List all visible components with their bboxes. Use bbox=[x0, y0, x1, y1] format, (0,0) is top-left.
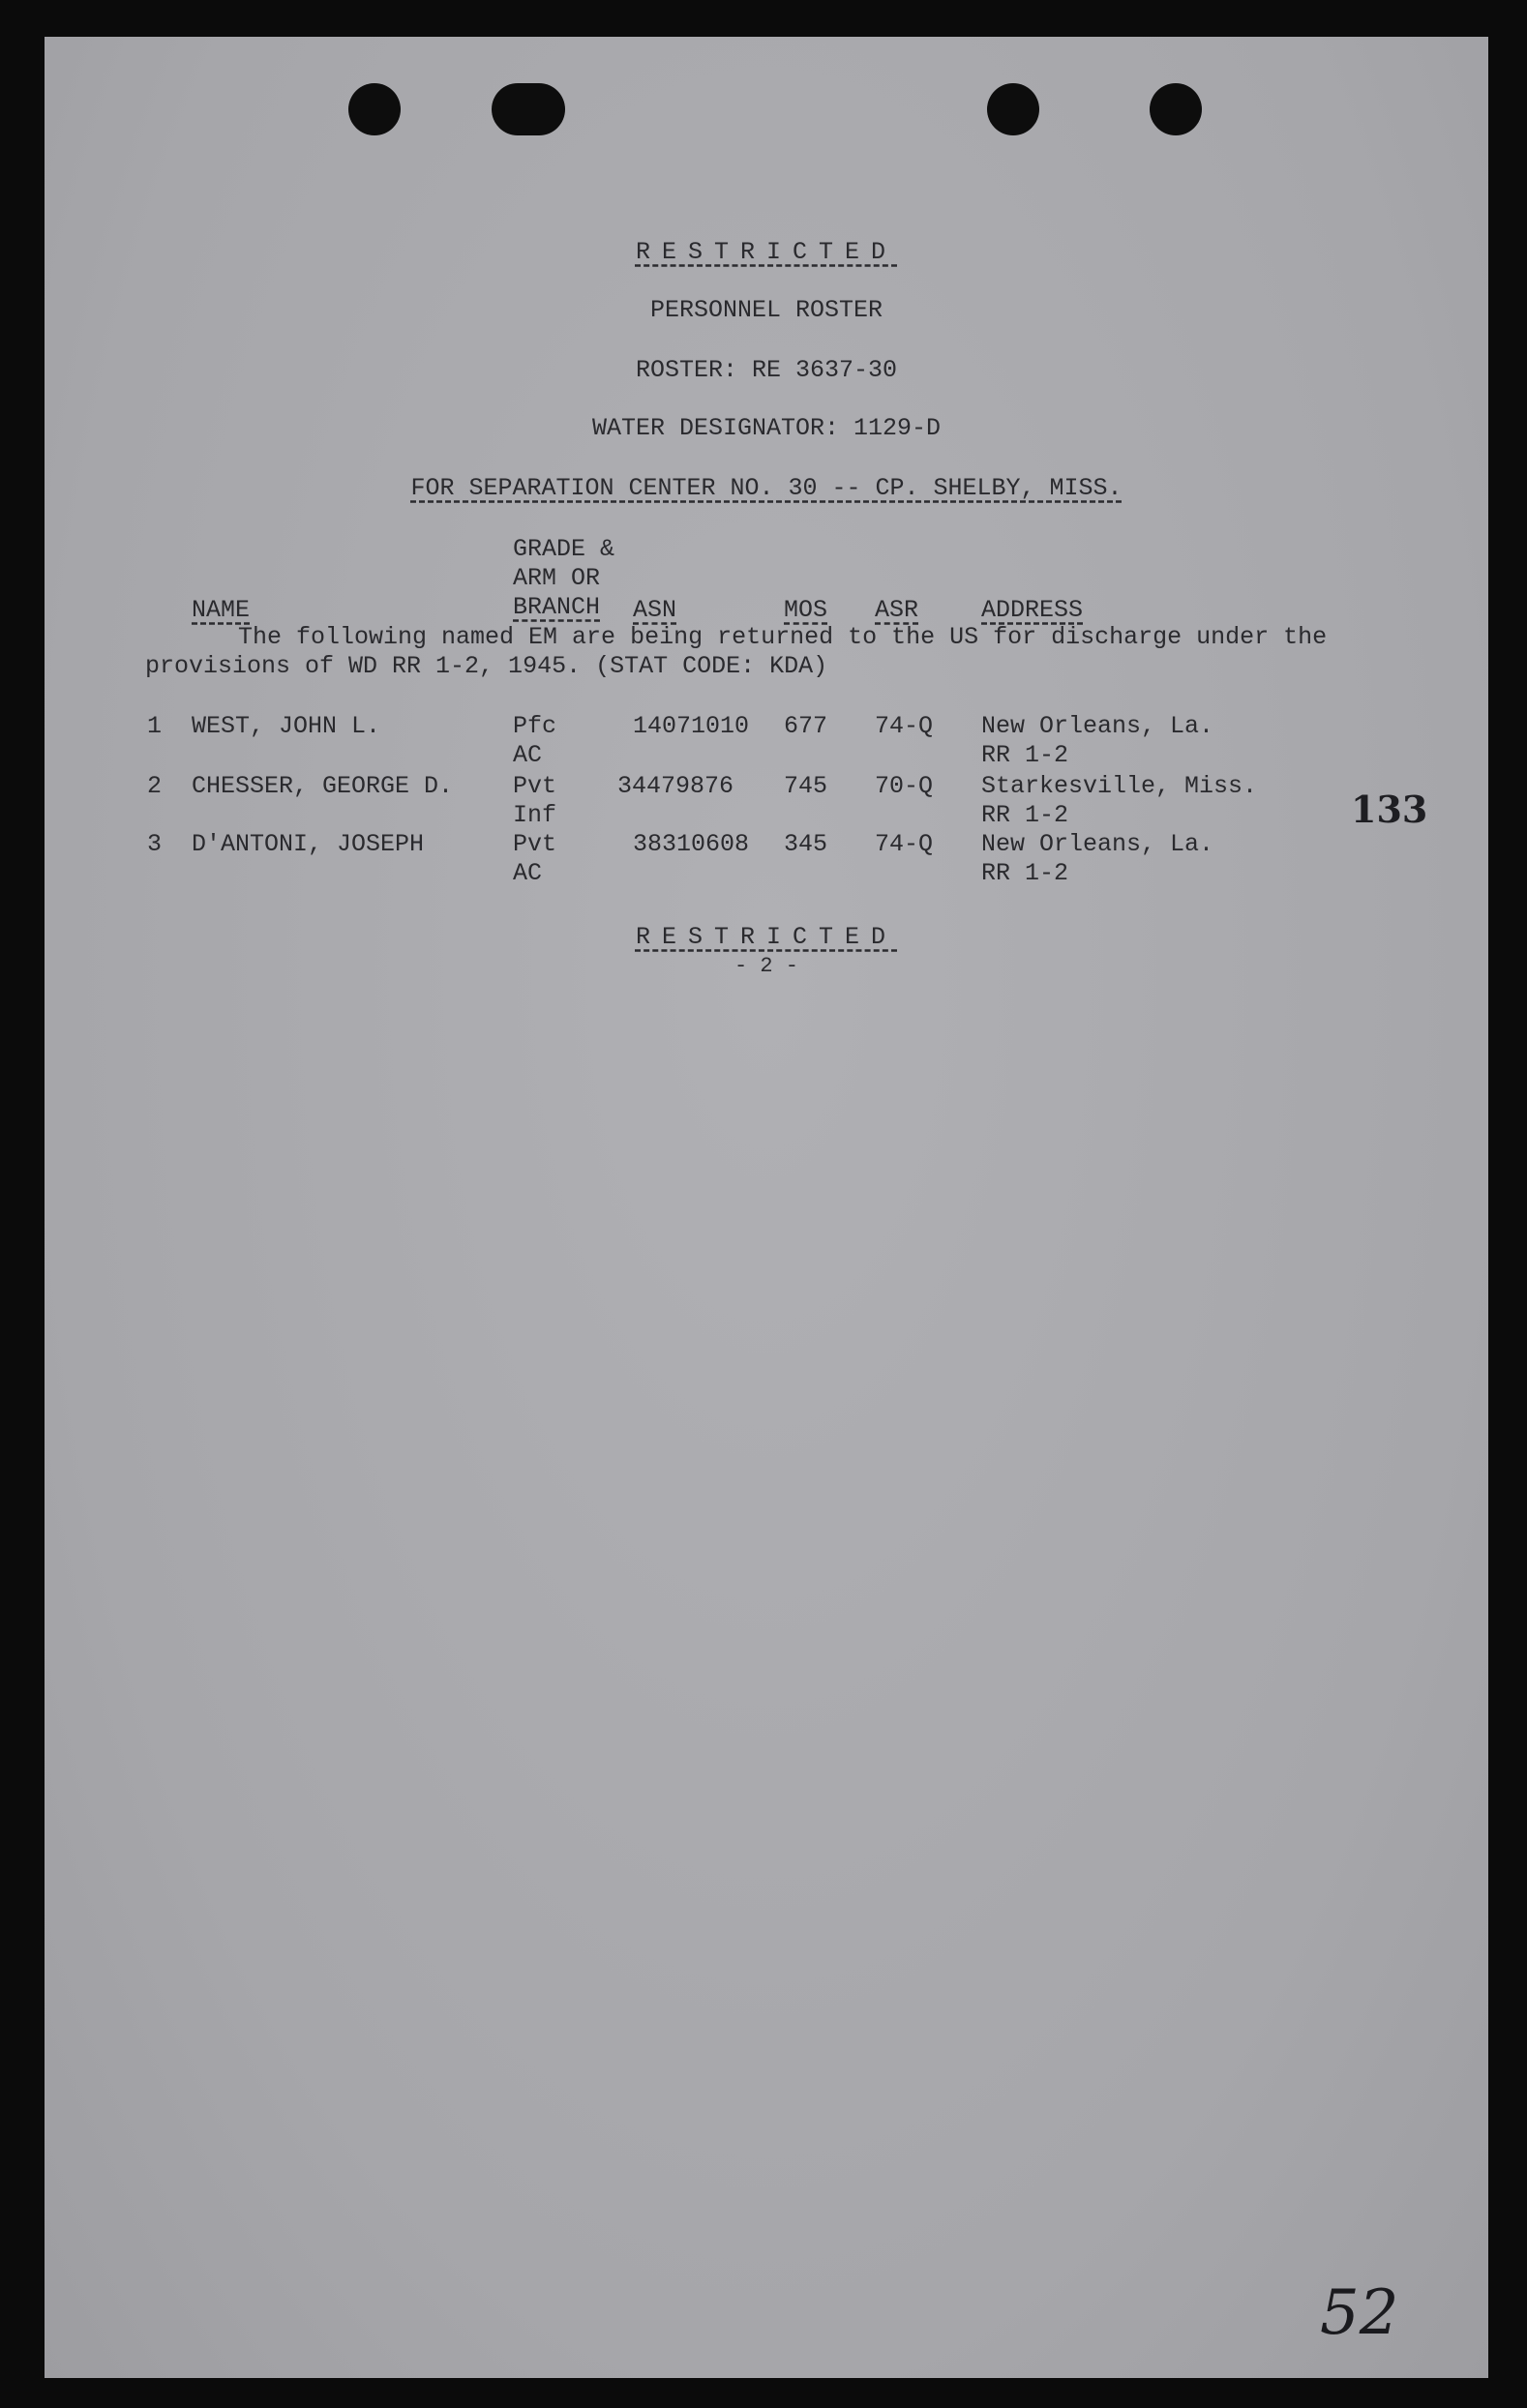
handwritten-number: 52 bbox=[1320, 2277, 1399, 2349]
row-rr: RR 1-2 bbox=[981, 859, 1069, 887]
row-mos: 345 bbox=[784, 830, 828, 858]
row-asr: 70-Q bbox=[875, 772, 934, 800]
punch-hole bbox=[348, 83, 401, 135]
classification-header: RESTRICTED bbox=[635, 238, 898, 266]
stamped-page-number: 133 bbox=[1351, 788, 1428, 831]
column-header-address: ADDRESS bbox=[981, 596, 1084, 624]
column-header-grade-line1: GRADE & bbox=[513, 535, 615, 563]
intro-text-line2: provisions of WD RR 1-2, 1945. (STAT CODE: KDA) bbox=[145, 652, 828, 680]
row-number: 3 bbox=[147, 830, 163, 858]
row-address: New Orleans, La. bbox=[981, 712, 1214, 740]
row-grade: Pfc bbox=[513, 712, 557, 740]
row-asn: 38310608 bbox=[633, 830, 750, 858]
column-header-grade-line2: ARM OR bbox=[513, 564, 601, 592]
row-address: New Orleans, La. bbox=[981, 830, 1214, 858]
row-number: 2 bbox=[147, 772, 163, 800]
row-asr: 74-Q bbox=[875, 712, 934, 740]
row-rr: RR 1-2 bbox=[981, 801, 1069, 829]
row-name: CHESSER, GEORGE D. bbox=[192, 772, 454, 800]
document-page bbox=[45, 37, 1488, 2378]
punch-hole bbox=[492, 83, 565, 135]
row-branch: AC bbox=[513, 741, 543, 769]
row-asn: 34479876 bbox=[617, 772, 734, 800]
row-mos: 745 bbox=[784, 772, 828, 800]
intro-text-line1: The following named EM are being returned to the US for discharge under the bbox=[238, 623, 1328, 651]
punch-hole bbox=[987, 83, 1039, 135]
column-header-name: NAME bbox=[192, 596, 251, 624]
row-number: 1 bbox=[147, 712, 163, 740]
row-branch: AC bbox=[513, 859, 543, 887]
row-name: WEST, JOHN L. bbox=[192, 712, 381, 740]
row-address: Starkesville, Miss. bbox=[981, 772, 1258, 800]
page-number: - 2 - bbox=[734, 954, 798, 978]
separation-center: FOR SEPARATION CENTER NO. 30 -- CP. SHELBY, MISS. bbox=[410, 474, 1123, 502]
row-name: D'ANTONI, JOSEPH bbox=[192, 830, 425, 858]
column-header-asr: ASR bbox=[875, 596, 919, 624]
column-header-grade-line3: BRANCH bbox=[513, 593, 601, 621]
row-grade: Pvt bbox=[513, 830, 557, 858]
row-asr: 74-Q bbox=[875, 830, 934, 858]
column-header-mos: MOS bbox=[784, 596, 828, 624]
classification-footer: RESTRICTED bbox=[635, 923, 898, 951]
row-asn: 14071010 bbox=[633, 712, 750, 740]
document-title: PERSONNEL ROSTER bbox=[649, 296, 883, 324]
roster-number: ROSTER: RE 3637-30 bbox=[635, 356, 898, 384]
column-header-asn: ASN bbox=[633, 596, 677, 624]
row-branch: Inf bbox=[513, 801, 557, 829]
row-rr: RR 1-2 bbox=[981, 741, 1069, 769]
row-grade: Pvt bbox=[513, 772, 557, 800]
punch-hole bbox=[1150, 83, 1202, 135]
water-designator: WATER DESIGNATOR: 1129-D bbox=[591, 414, 942, 442]
row-mos: 677 bbox=[784, 712, 828, 740]
